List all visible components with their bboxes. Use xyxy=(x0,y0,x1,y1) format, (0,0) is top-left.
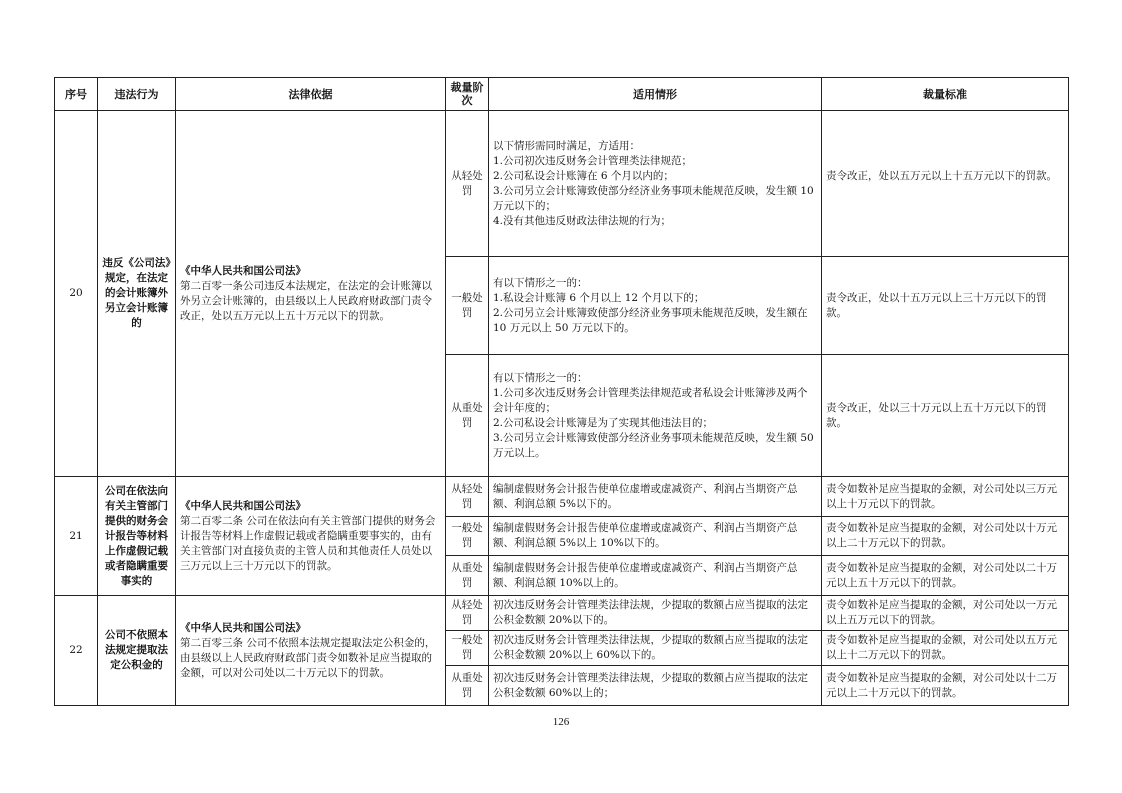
basis-text: 第二百零三条 公司不依照本法规定提取法定公积金的，由县级以上人民政府财政部门责令如数补足应当提取的金额，可以对公司处以二十万元以下的罚款。 xyxy=(180,636,436,679)
level-cell: 一般处罚 xyxy=(446,517,489,556)
row-act: 公司在依法向有关主管部门提供的财务会计报告等材料上作虚假记载或者隐瞒重要事实的 xyxy=(98,477,176,596)
row-basis xyxy=(176,111,446,477)
header-std: 裁量标准 xyxy=(822,78,1069,111)
std-cell: 责令改正，处以三十万元以上五十万元以下的罚款。 xyxy=(822,355,1069,477)
table-row xyxy=(55,111,1069,257)
header-basis: 法律依据 xyxy=(176,78,446,111)
row-act: 违反《公司法》规定，在法定的会计账簿外另立会计账簿的 xyxy=(98,111,176,477)
header-cond: 适用情形 xyxy=(489,78,822,111)
basis-text: 第二百零一条公司违反本法规定，在法定的会计账簿以外另立会计账簿的，由县级以上人民政府财政部门责令改正，处以五万元以上五十万元以下的罚款。 xyxy=(180,279,432,322)
level-cell: 从重处罚 xyxy=(446,556,489,596)
table-row xyxy=(55,596,1069,631)
cond-line: 3.公司另立会计账簿致使部分经济业务事项未能规范反映，发生额 50 万元以上。 xyxy=(493,431,814,459)
level-cell: 从轻处罚 xyxy=(446,111,489,257)
std-cell: 责令改正，处以五万元以上十五万元以下的罚款。 xyxy=(822,111,1069,257)
cond-line: 以下情形需同时满足，方适用： xyxy=(493,139,640,152)
row-basis xyxy=(176,477,446,596)
row-act: 公司不依照本法规定提取法定公积金的 xyxy=(98,596,176,706)
cond-cell: 初次违反财务会计管理类法律法规，少提取的数额占应当提取的法定公积金数额 20%以上 60%以下的。 xyxy=(489,631,822,666)
row-basis xyxy=(176,596,446,706)
table-header-row xyxy=(55,78,1069,111)
level-cell: 从轻处罚 xyxy=(446,596,489,631)
level-cell: 从重处罚 xyxy=(446,355,489,477)
level-cell: 从重处罚 xyxy=(446,666,489,706)
level-cell: 一般处罚 xyxy=(446,257,489,355)
row-seq: 20 xyxy=(55,111,98,477)
penalty-table xyxy=(54,77,1069,706)
cond-line: 1.私设会计账簿 6 个月以上 12 个月以下的； xyxy=(493,291,705,304)
page-number: 126 xyxy=(552,716,570,728)
cond-cell: 编制虚假财务会计报告使单位虚增或虚减资产、利润占当期资产总额、利润总额 5%以下的。 xyxy=(489,477,822,517)
header-act: 违法行为 xyxy=(98,78,176,111)
level-cell: 一般处罚 xyxy=(446,631,489,666)
cond-cell: 初次违反财务会计管理类法律法规，少提取的数额占应当提取的法定公积金数额 60%以上的； xyxy=(489,666,822,706)
cond-line: 2.公司私设会计账簿是为了实现其他违法目的； xyxy=(493,416,714,429)
std-cell: 责令如数补足应当提取的金额，对公司处以十二万元以上二十万元以下的罚款。 xyxy=(822,666,1069,706)
cond-cell xyxy=(489,111,822,257)
header-seq: 序号 xyxy=(55,78,98,111)
cond-cell xyxy=(489,257,822,355)
level-cell: 从轻处罚 xyxy=(446,477,489,517)
row-seq: 22 xyxy=(55,596,98,706)
table-row xyxy=(55,477,1069,517)
std-cell: 责令如数补足应当提取的金额，对公司处以三万元以上十万元以下的罚款。 xyxy=(822,477,1069,517)
header-level: 裁量阶次 xyxy=(446,78,489,111)
cond-cell: 编制虚假财务会计报告使单位虚增或虚减资产、利润占当期资产总额、利润总额 5%以上 10%以下的。 xyxy=(489,517,822,556)
basis-text: 第二百零二条 公司在依法向有关主管部门提供的财务会计报告等材料上作虚假记载或者隐瞒重要事实的，由有关主管部门对直接负责的主管人员和其他责任人员处以三万元以上三十万元以下的罚款。 xyxy=(180,514,436,572)
std-cell: 责令改正，处以十五万元以上三十万元以下的罚款。 xyxy=(822,257,1069,355)
cond-line: 2.公司另立会计账簿致使部分经济业务事项未能规范反映，发生额在 10 万元以上 50 万元以下的。 xyxy=(493,306,808,334)
cond-line: 有以下情形之一的： xyxy=(493,371,588,384)
cond-cell xyxy=(489,355,822,477)
cond-line: 4.没有其他违反财政法律法规的行为； xyxy=(493,214,672,227)
cond-cell: 初次违反财务会计管理类法律法规，少提取的数额占应当提取的法定公积金数额 20%以下的。 xyxy=(489,596,822,631)
basis-title: 《中华人民共和国公司法》 xyxy=(180,621,306,634)
basis-title: 《中华人民共和国公司法》 xyxy=(180,264,306,277)
cond-cell: 编制虚假财务会计报告使单位虚增或虚减资产、利润占当期资产总额、利润总额 10%以上的。 xyxy=(489,556,822,596)
row-seq: 21 xyxy=(55,477,98,596)
std-cell: 责令如数补足应当提取的金额，对公司处以十万元以上二十万元以下的罚款。 xyxy=(822,517,1069,556)
cond-line: 1.公司多次违反财务会计管理类法律规范或者私设会计账簿涉及两个会计年度的； xyxy=(493,386,808,414)
cond-line: 3.公司另立会计账簿致使部分经济业务事项未能规范反映，发生额 10 万元以下的； xyxy=(493,184,814,212)
std-cell: 责令如数补足应当提取的金额，对公司处以一万元以上五万元以下的罚款。 xyxy=(822,596,1069,631)
cond-line: 1.公司初次违反财务会计管理类法律规范； xyxy=(493,154,693,167)
cond-line: 2.公司私设会计账簿在 6 个月以内的； xyxy=(493,169,674,182)
std-cell: 责令如数补足应当提取的金额，对公司处以二十万元以上五十万元以下的罚款。 xyxy=(822,556,1069,596)
basis-title: 《中华人民共和国公司法》 xyxy=(180,499,306,512)
cond-line: 有以下情形之一的： xyxy=(493,276,588,289)
std-cell: 责令如数补足应当提取的金额，对公司处以五万元以上十二万元以下的罚款。 xyxy=(822,631,1069,666)
